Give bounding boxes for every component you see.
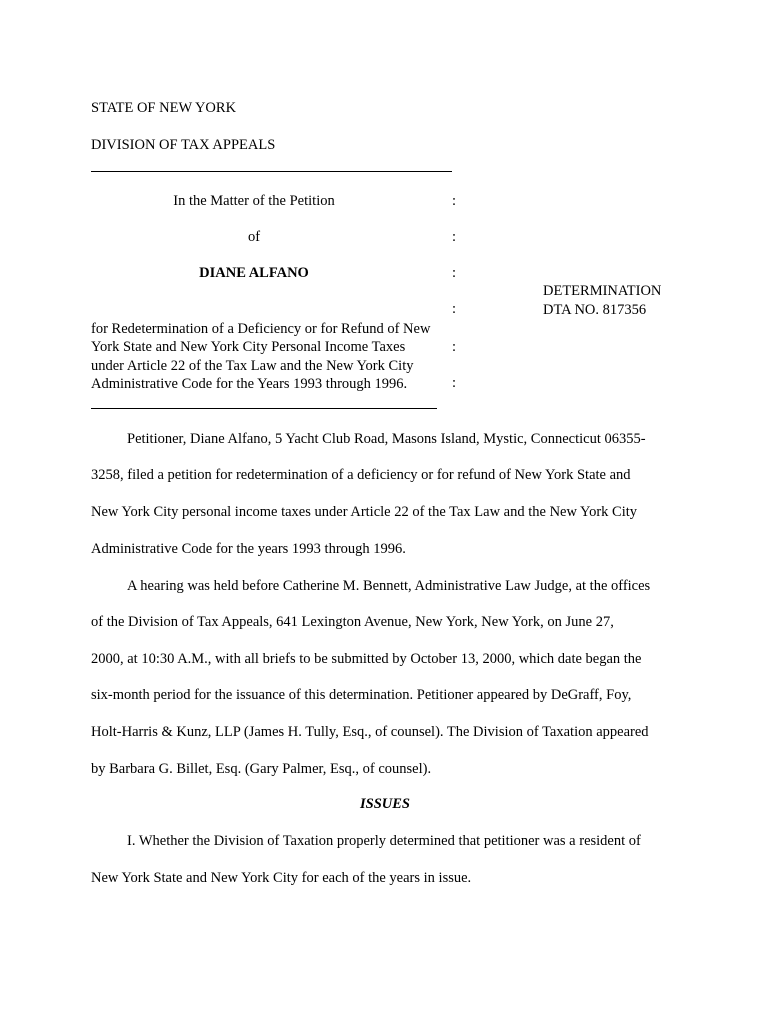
caption-colon-3: : — [452, 265, 457, 281]
paragraph-line: six-month period for the issuance of this determination. Petitioner appeared by DeGraff, Foy, — [91, 687, 632, 703]
caption-colon-1: : — [452, 193, 457, 209]
caption-colon-6: : — [452, 375, 457, 391]
paragraph-line: 3258, filed a petition for redetermination of a deficiency or for refund of New York State and — [91, 467, 631, 483]
paragraph-line: Petitioner, Diane Alfano, 5 Yacht Club Road, Masons Island, Mystic, Connecticut 06355- — [127, 431, 646, 447]
state-heading: STATE OF NEW YORK — [91, 100, 237, 116]
matter-line: In the Matter of the Petition — [173, 193, 335, 209]
caption-description-line: Administrative Code for the Years 1993 through 1996. — [91, 375, 408, 392]
caption-description-line: York State and New York City Personal Income Taxes — [91, 339, 406, 356]
paragraph-line: A hearing was held before Catherine M. Bennett, Administrative Law Judge, at the offices — [127, 578, 651, 594]
paragraph-line: New York State and New York City for each of the years in issue. — [91, 870, 472, 886]
caption-colon-2: : — [452, 229, 457, 245]
paragraph-line: by Barbara G. Billet, Esq. (Gary Palmer, Esq., of counsel). — [91, 761, 432, 777]
paragraph-line: 2000, at 10:30 A.M., with all briefs to be submitted by October 13, 2000, which date began the — [91, 651, 642, 667]
dta-number: DTA NO. 817356 — [543, 302, 647, 318]
paragraph-line: Administrative Code for the years 1993 through 1996. — [91, 541, 406, 557]
division-heading: DIVISION OF TAX APPEALS — [91, 137, 276, 153]
caption-description-line: under Article 22 of the Tax Law and the New York City — [91, 357, 414, 374]
issues-heading: ISSUES — [360, 796, 410, 812]
caption-description — [91, 320, 451, 393]
caption-description-line: for Redetermination of a Deficiency or for Refund of New — [91, 321, 431, 337]
of-line: of — [247, 229, 261, 245]
caption-colon-5: : — [452, 339, 457, 355]
paragraph-line: New York City personal income taxes under Article 22 of the Tax Law and the New York City — [91, 504, 638, 520]
paragraph-line: of the Division of Tax Appeals, 641 Lexington Avenue, New York, New York, on June 27, — [91, 614, 614, 630]
caption-colon-4: : — [452, 301, 457, 317]
petitioner-name: DIANE ALFANO — [199, 265, 309, 281]
determination-label: DETERMINATION — [543, 283, 662, 299]
caption-bottom-rule — [91, 408, 437, 409]
paragraph-line: Holt-Harris & Kunz, LLP (James H. Tully, Esq., of counsel). The Division of Taxation appeared — [91, 724, 649, 740]
caption-top-rule — [91, 171, 452, 172]
paragraph-line: I. Whether the Division of Taxation properly determined that petitioner was a resident of — [127, 833, 641, 849]
